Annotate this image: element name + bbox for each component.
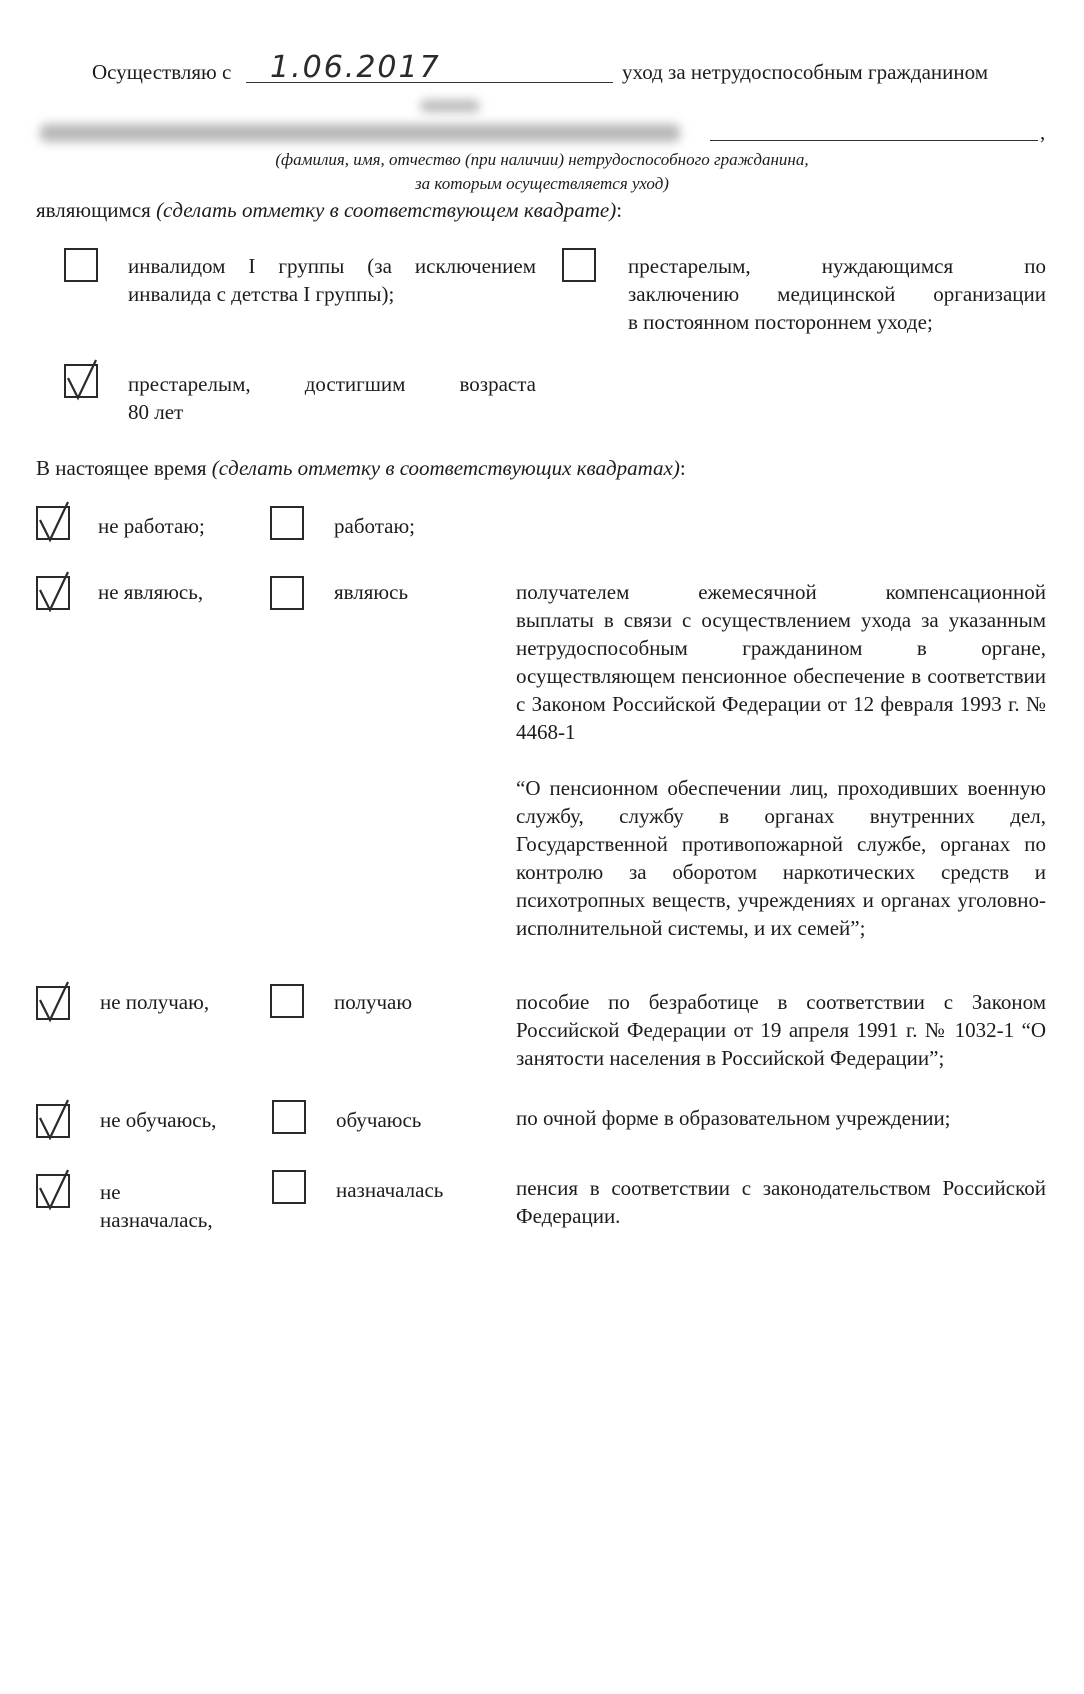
no-unemployment-benefit-label: не получаю, <box>100 990 210 1014</box>
redacted-name <box>40 124 680 142</box>
status-intro-main: являющимся <box>36 198 151 222</box>
checkmark-icon <box>34 502 74 546</box>
name-caption-line2: за которым осуществляется уход) <box>415 174 669 193</box>
pension-assigned-checkbox[interactable] <box>272 1170 306 1204</box>
studying-desc: по очной форме в образовательном учреждении; <box>516 1106 951 1130</box>
status-elderly-care-checkbox[interactable] <box>562 248 596 282</box>
not-recipient-label: не являюсь, <box>98 580 204 604</box>
studying-checkbox[interactable] <box>272 1100 306 1134</box>
recipient-label: являюсь <box>334 580 409 604</box>
working-checkbox[interactable] <box>270 506 304 540</box>
name-line-comma: , <box>1040 120 1046 144</box>
present-intro-main: В настоящее время <box>36 456 207 480</box>
status-elderly-care-line2: заключению медицинской организации <box>628 282 1046 306</box>
not-recipient-checkbox[interactable] <box>36 576 70 610</box>
status-disabled-line2: инвалида с детства I группы); <box>128 282 395 306</box>
recipient-desc-first: получателем ежемесячной компенсационной <box>516 580 1046 604</box>
status-disabled-checkbox[interactable] <box>64 248 98 282</box>
care-start-suffix: уход за нетрудоспособным гражданином <box>622 60 989 84</box>
pension-desc: пенсия в соответствии с законодательством Российской Федерации. <box>516 1176 1046 1228</box>
status-over80-line1: престарелым, достигшим возраста <box>128 372 536 396</box>
not-studying-checkbox[interactable] <box>36 1104 70 1138</box>
status-elderly-care-line3: в постоянном постороннем уходе; <box>628 310 933 334</box>
pension-not-assigned-label-1: не <box>100 1180 121 1204</box>
working-label: работаю; <box>334 514 416 538</box>
checkmark-icon <box>62 360 102 404</box>
status-over80-line2: 80 лет <box>128 400 184 424</box>
status-intro <box>36 196 622 224</box>
status-intro-tail: : <box>616 198 623 222</box>
recipient-desc-quote: “О пенсионном обеспечении лиц, проходивших военную службу, службу в органах внутренних дел, Государственной противопожарной службе, органах по контролю за оборотом наркотических средств и психотропных веществ, учреждениях и органах уголовно-исполнительной системы, и их семей”; <box>516 776 1046 940</box>
present-intro-note: (сделать отметку в соответствующих квадратах) <box>211 456 680 480</box>
care-start-prefix: Осуществляю с <box>92 60 232 84</box>
unemployment-benefit-checkbox[interactable] <box>270 984 304 1018</box>
checkmark-icon <box>34 572 74 616</box>
care-start-date[interactable]: 1.06.2017 <box>270 50 441 85</box>
not-studying-label: не обучаюсь, <box>100 1108 217 1132</box>
status-over80-checkbox[interactable] <box>64 364 98 398</box>
checkmark-icon <box>34 982 74 1026</box>
no-unemployment-benefit-checkbox[interactable] <box>36 986 70 1020</box>
checkmark-icon <box>34 1100 74 1144</box>
pension-assigned-label: назначалась <box>336 1178 444 1202</box>
recipient-desc-rest: выплаты в связи с осуществлением ухода за указанным нетрудоспособным гражданином в органе, осуществляющем пенсионное обеспечение в соответствии с Законом Российской Федерации от 12 февраля 1993 г. № 4468-1 <box>516 608 1046 744</box>
status-intro-note: (сделать отметку в соответствующем квадрате) <box>156 198 617 222</box>
not-working-checkbox[interactable] <box>36 506 70 540</box>
present-intro <box>36 454 686 482</box>
status-elderly-care-line1: престарелым, нуждающимся по <box>628 254 1046 278</box>
unemployment-benefit-label: получаю <box>334 990 413 1014</box>
studying-label: обучаюсь <box>336 1108 422 1132</box>
checkmark-icon <box>34 1170 74 1214</box>
unemployment-benefit-desc: пособие по безработице в соответствии с Законом Российской Федерации от 19 апреля 1991 г. № 1032-1 “О занятости населения в Российской Федерации”; <box>516 990 1046 1070</box>
name-underline <box>710 140 1038 141</box>
status-disabled-line1: инвалидом I группы (за исключением <box>128 254 536 278</box>
pension-not-assigned-checkbox[interactable] <box>36 1174 70 1208</box>
redacted-name-mark <box>420 100 480 112</box>
not-working-label: не работаю; <box>98 514 205 538</box>
name-caption-line1: (фамилия, имя, отчество (при наличии) нетрудоспособного гражданина, <box>275 150 809 169</box>
pension-not-assigned-label-2: назначалась, <box>100 1208 213 1232</box>
recipient-checkbox[interactable] <box>270 576 304 610</box>
present-intro-tail: : <box>679 456 686 480</box>
